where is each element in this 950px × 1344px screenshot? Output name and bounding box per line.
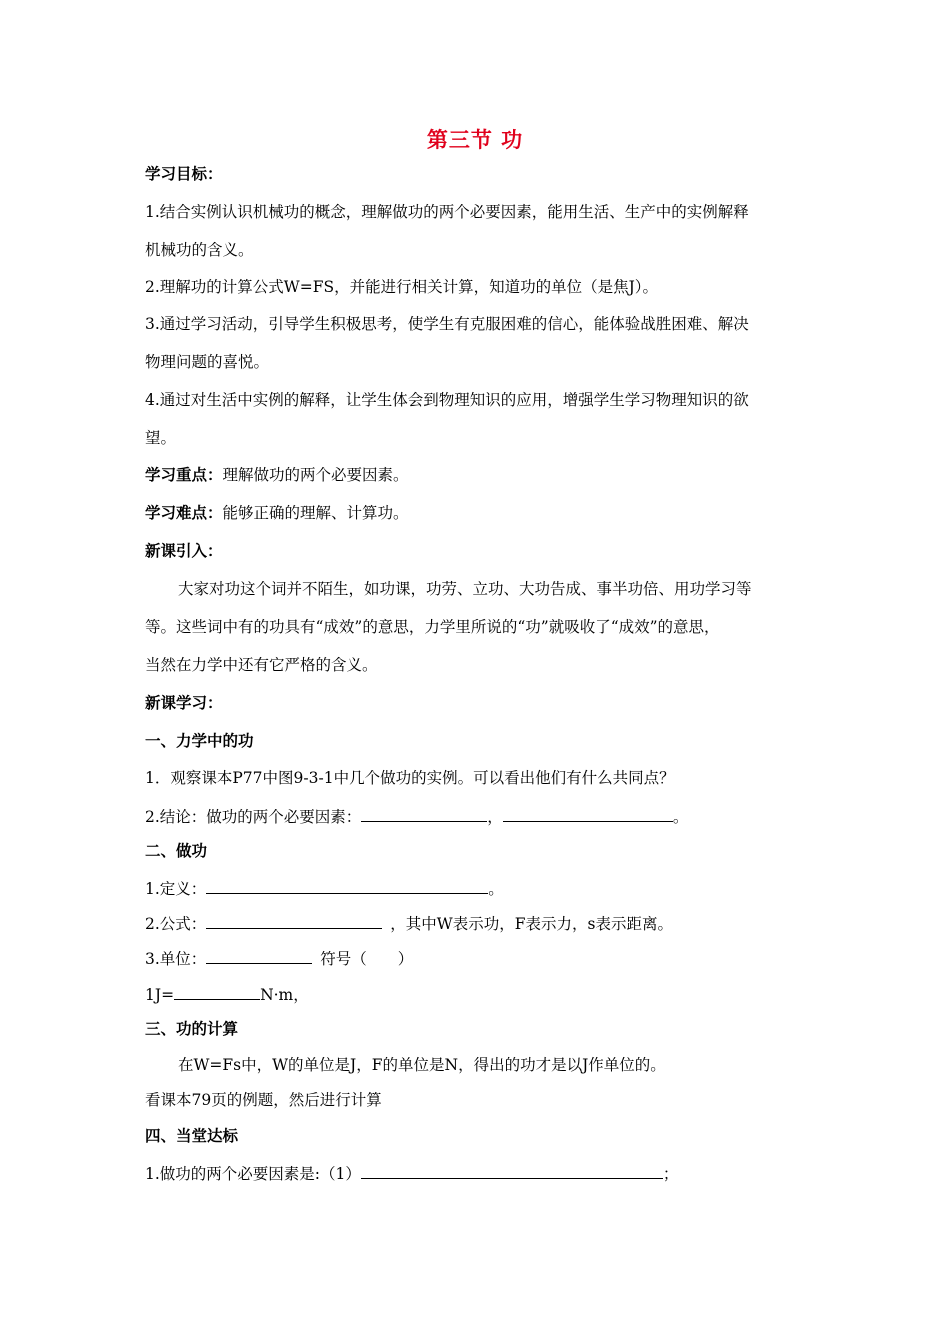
formula-suffix: ，其中W表示功，F表示力，s表示距离。: [390, 915, 673, 933]
formula-prefix: 2.公式：: [145, 915, 207, 933]
q2-separator: ，: [487, 808, 503, 826]
answer-blank[interactable]: [206, 877, 488, 894]
objective-line: 1.结合实例认识机械功的概念，理解做功的两个必要因素，能用生活、生产中的实例解释: [145, 203, 749, 221]
answer-blank[interactable]: [361, 805, 487, 822]
section1-heading: 一、力学中的功: [145, 732, 254, 750]
unit-symbol: 符号（ ）: [320, 950, 414, 968]
joule-suffix: N·m，: [260, 986, 309, 1004]
objective-line: 望。: [145, 429, 177, 447]
q2-prefix: 2.结论：做功的两个必要因素：: [145, 808, 362, 826]
difficult-point-label: 学习难点：: [145, 504, 223, 522]
key-point: [145, 465, 409, 485]
definition-line: [145, 877, 504, 899]
page-title: 第三节 功: [426, 128, 524, 152]
joule-prefix: 1J=: [145, 986, 175, 1004]
answer-blank[interactable]: [361, 1162, 663, 1179]
objective-line: 2.理解功的计算公式W=FS，并能进行相关计算，知道功的单位（是焦J）。: [145, 278, 659, 296]
intro-line: 大家对功这个词并不陌生，如功课，功劳、立功、大功告成、事半功倍、用功学习等: [178, 580, 752, 598]
section4-heading: 四、当堂达标: [145, 1127, 239, 1145]
answer-blank[interactable]: [503, 805, 673, 822]
unit-prefix: 3.单位：: [145, 950, 207, 968]
objective-line: 物理问题的喜悦。: [145, 353, 270, 371]
definition-end: 。: [488, 880, 504, 898]
q2-end: 。: [672, 808, 689, 826]
intro-heading: 新课引入：: [145, 542, 223, 560]
answer-blank[interactable]: [174, 983, 260, 1000]
section2-heading: 二、做功: [145, 842, 208, 860]
intro-line: 等。这些词中有的功具有“成效”的意思，力学里所说的“功”就吸收了“成效”的意思，: [145, 618, 720, 636]
section4-question-1: [145, 1162, 678, 1184]
objective-line: 3.通过学习活动，引导学生积极思考，使学生有克服困难的信心，能体验战胜困难、解决: [145, 315, 749, 333]
section3-line: 在W=Fs中，W的单位是J，F的单位是N，得出的功才是以J作单位的。: [178, 1056, 666, 1074]
section3-heading: 三、功的计算: [145, 1020, 239, 1038]
section4-q1-prefix: 1.做功的两个必要因素是:（1）: [145, 1165, 361, 1183]
definition-prefix: 1.定义：: [145, 880, 207, 898]
unit-line: [145, 947, 413, 969]
difficult-point: [145, 503, 409, 523]
joule-line: [145, 983, 309, 1005]
section1-question-2: [145, 805, 688, 827]
key-point-text: 理解做功的两个必要因素。: [222, 466, 409, 484]
section4-q1-end: ；: [662, 1165, 679, 1183]
difficult-point-text: 能够正确的理解、计算功。: [222, 504, 409, 522]
section1-question-1: 1．观察课本P77中图9-3-1中几个做功的实例。可以看出他们有什么共同点？: [145, 769, 675, 787]
answer-blank[interactable]: [206, 912, 382, 929]
study-heading: 新课学习：: [145, 694, 223, 712]
intro-line: 当然在力学中还有它严格的含义。: [145, 656, 378, 674]
answer-blank[interactable]: [206, 947, 312, 964]
section3-line: 看课本79页的例题，然后进行计算: [145, 1091, 382, 1109]
formula-line: [145, 912, 673, 934]
objective-line: 机械功的含义。: [145, 241, 254, 259]
objective-line: 4.通过对生活中实例的解释，让学生体会到物理知识的应用，增强学生学习物理知识的欲: [145, 391, 749, 409]
key-point-label: 学习重点：: [145, 466, 223, 484]
objectives-heading: 学习目标：: [145, 165, 223, 183]
